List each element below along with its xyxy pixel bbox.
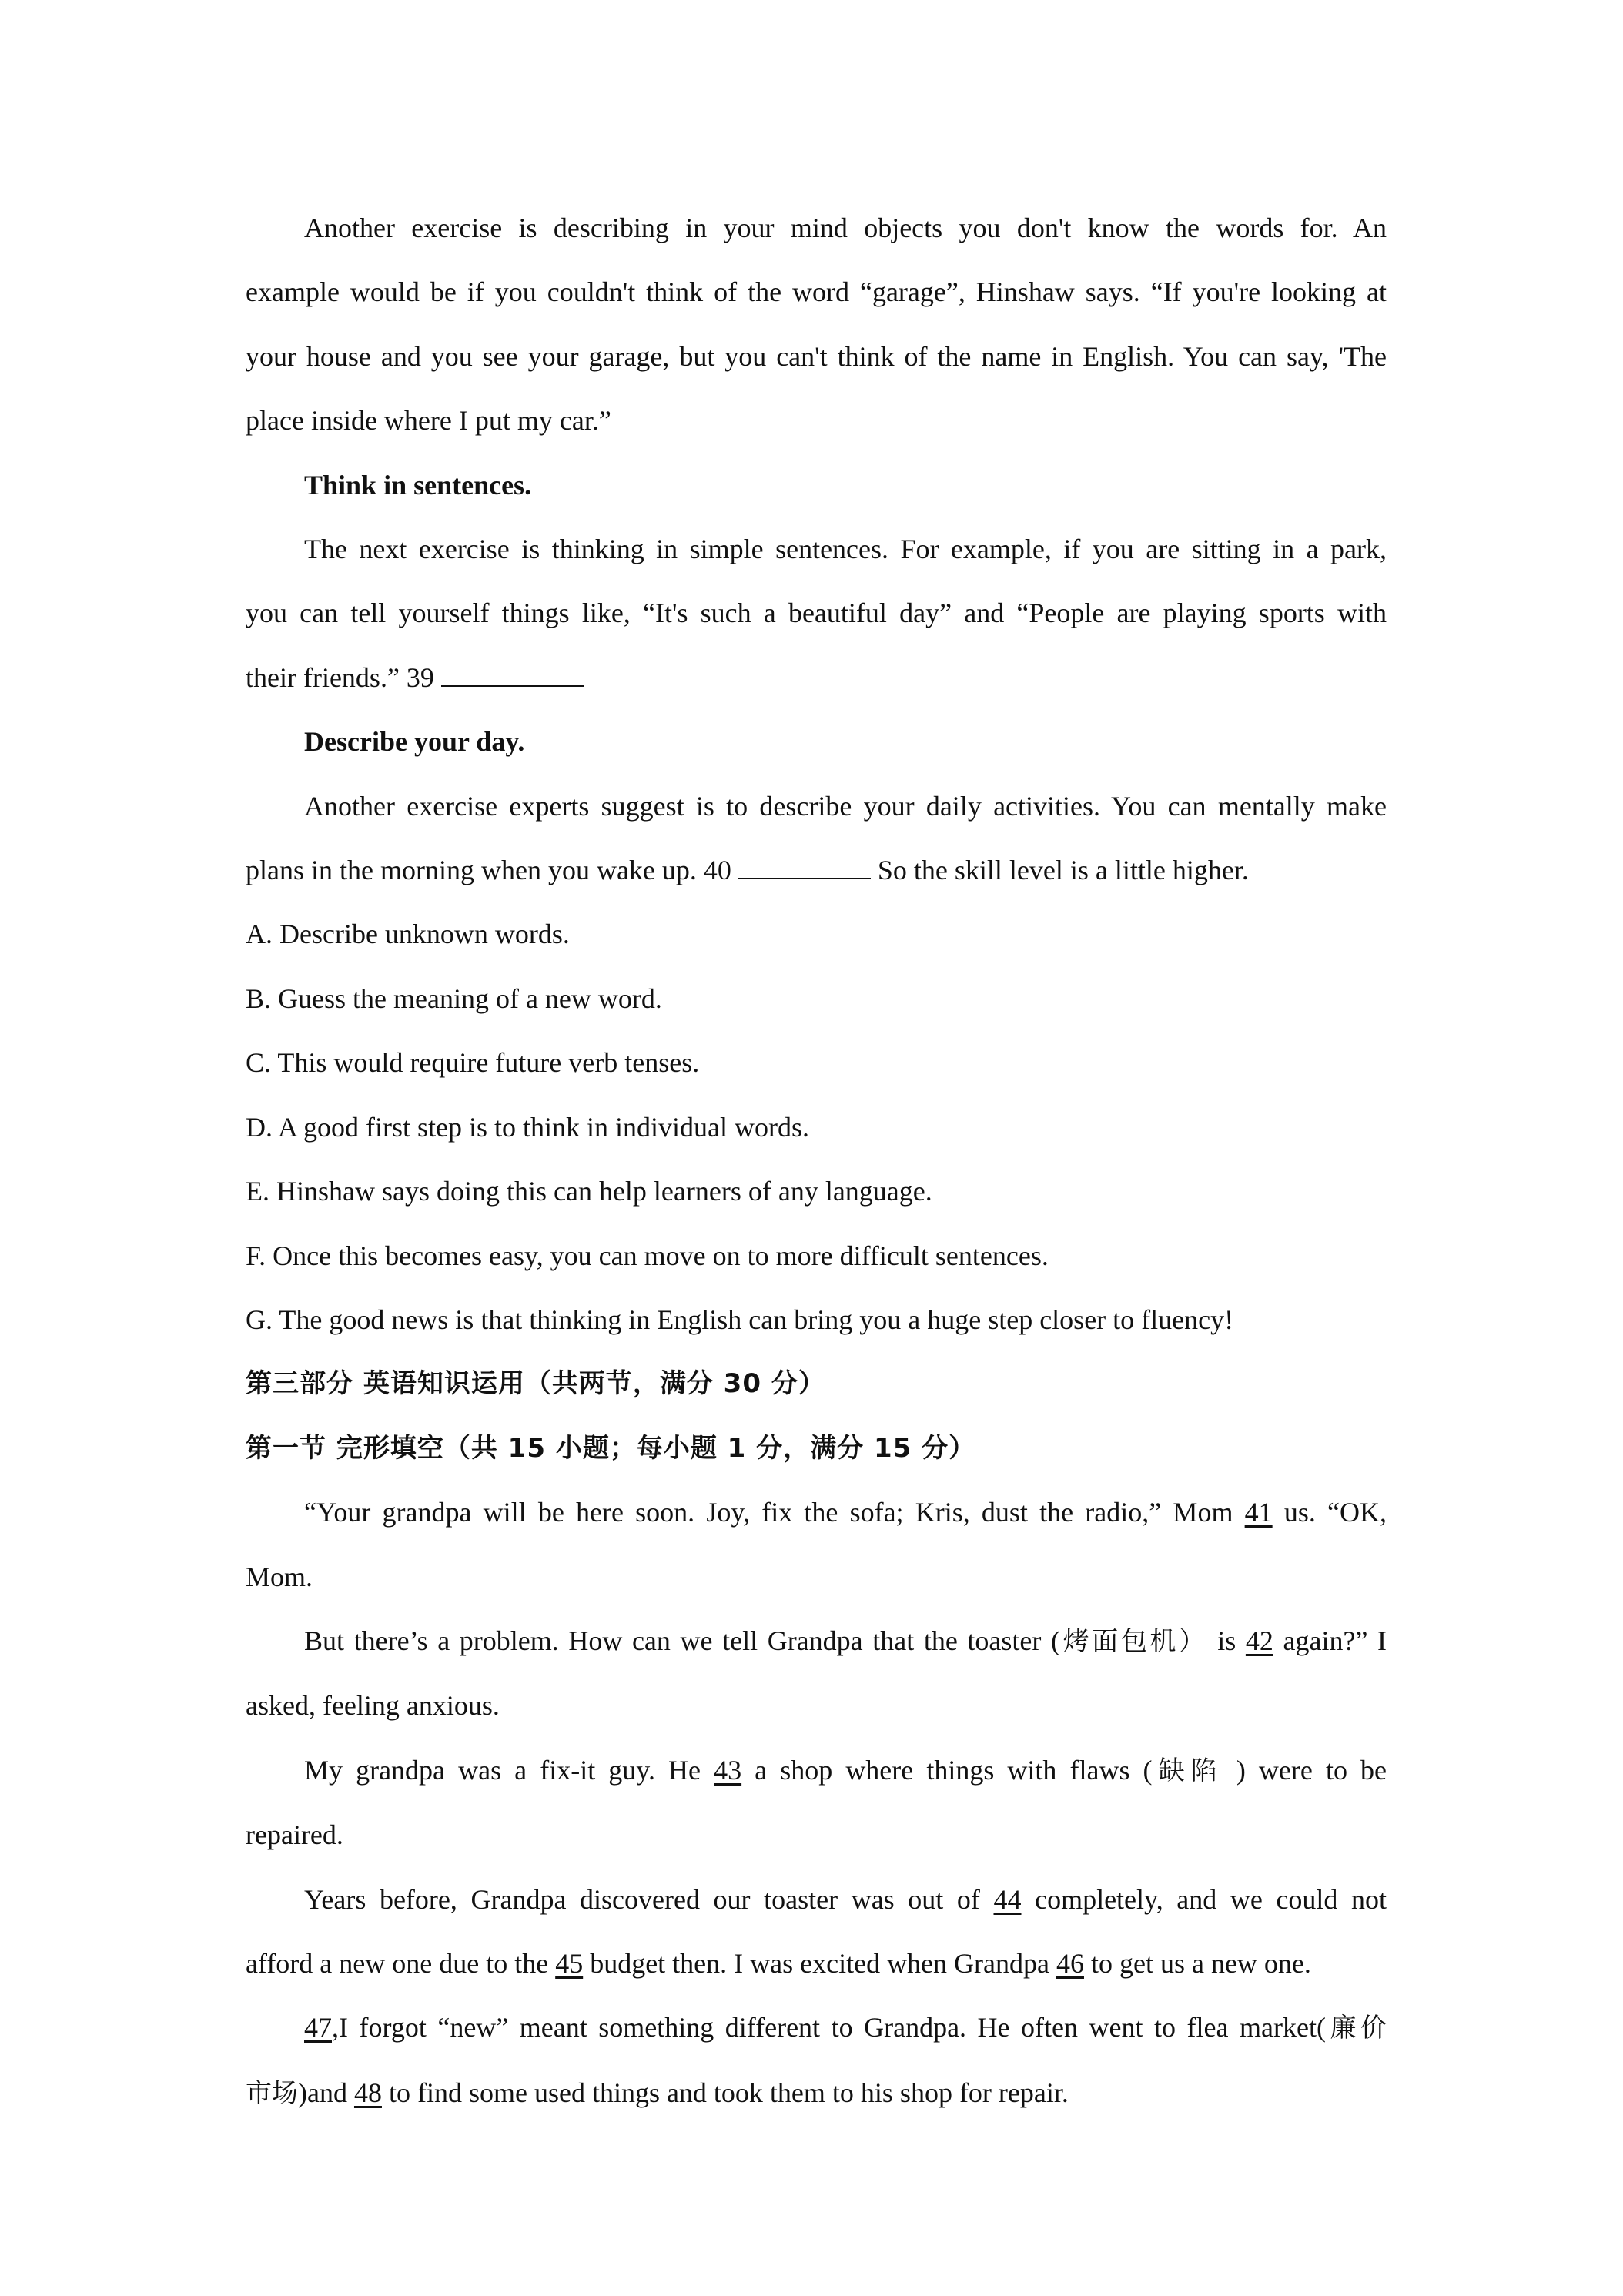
text-span: example would be if you couldn't think of the word “garage”, Hinshaw says. “If you're looking at [246, 276, 1387, 308]
option-f: F. Once this becomes easy, you can move on to more difficult sentences. [246, 1240, 1049, 1271]
paragraph-line [246, 775, 1387, 838]
paragraph-line [246, 581, 1387, 645]
chinese-gloss: 廉价 [1325, 2013, 1387, 2044]
answer-blank-40 [738, 853, 871, 879]
paragraph-line [246, 1803, 1387, 1867]
text-span: completely, and we could not [1035, 1883, 1387, 1915]
blank-number-46: 46 [1056, 1947, 1084, 1979]
text-span: afford a new one due to the [246, 1947, 549, 1979]
chinese-gloss: 烤面包机） [1060, 1625, 1208, 1657]
text-span: asked, feeling anxious. [246, 1690, 500, 1722]
section-one-heading: 第一节 完形填空（共 15 小题；每小题 1 分，满分 15 分） [246, 1432, 976, 1464]
text-span: you can tell yourself things like, “It's such a beautiful day” and “People are playing sports with [246, 597, 1387, 629]
blank-number-48: 48 [353, 2077, 382, 2108]
text-span: Another exercise is describing in your mind objects you don't know the words for. An [304, 213, 1387, 243]
paragraph-line [246, 517, 1387, 581]
blank-number-45: 45 [555, 1947, 584, 1979]
paragraph-line [246, 1609, 1387, 1674]
paragraph-line [246, 1868, 1387, 1932]
text-span: The next exercise is thinking in simple sentences. For example, if you are sitting in a park, [304, 534, 1387, 565]
paragraph-line [246, 1996, 1387, 2060]
part-three-heading: 第三部分 英语知识运用（共两节，满分 30 分） [246, 1368, 825, 1400]
paragraph-line [246, 1739, 1387, 1803]
paragraph-line [246, 2061, 1387, 2126]
blank-number-41: 41 [1244, 1497, 1273, 1528]
text-span: So the skill level is a little higher. [877, 855, 1249, 886]
option-e: E. Hinshaw says doing this can help learners of any language. [246, 1176, 932, 1207]
text-span: budget then. I was excited when Grandpa [590, 1947, 1049, 1979]
text-span: Years before, Grandpa discovered our toaster was out of [304, 1883, 980, 1915]
paragraph-line [246, 196, 1387, 260]
option-d: D. A good first step is to think in individual words. [246, 1111, 810, 1143]
text-span: your house and you see your garage, but you can't think of the name in English. You can say, 'The [246, 340, 1387, 372]
paragraph-line [246, 1674, 1387, 1738]
paragraph-line [246, 1545, 1387, 1609]
text-span: to find some used things and took them to his shop for repair. [388, 2077, 1069, 2108]
text-span: to get us a new one. [1090, 1947, 1311, 1979]
chinese-gloss: 市场 [246, 2077, 298, 2109]
paragraph-line [246, 389, 1387, 453]
option-b: B. Guess the meaning of a new word. [246, 982, 662, 1014]
answer-blank-39 [441, 660, 584, 686]
paragraph-line [246, 838, 1387, 902]
text-span: But there’s a problem. How can we tell Grandpa that the toaster ( [304, 1625, 1060, 1656]
text-span: place inside where I put my car.” [246, 405, 611, 437]
text-span: “Your grandpa will be here soon. Joy, fix the sofa; Kris, dust the radio,” Mom [304, 1497, 1233, 1528]
option-c: C. This would require future verb tenses. [246, 1047, 700, 1079]
text-span: repaired. [246, 1819, 343, 1851]
paragraph-line [246, 260, 1387, 324]
text-span: us. “OK, [1283, 1497, 1387, 1528]
text-span: is [1217, 1625, 1236, 1656]
option-a: A. Describe unknown words. [246, 919, 570, 950]
text-span: ,I forgot “new” meant something different to Grandpa. He often went to flea market( [332, 2012, 1326, 2043]
paragraph-line [246, 325, 1387, 389]
text-span: Mom. [246, 1561, 313, 1592]
paragraph-line [246, 1481, 1387, 1545]
text-span: again?” I [1283, 1625, 1387, 1656]
blank-number-43: 43 [714, 1754, 742, 1786]
text-span: their friends.” 39 [246, 661, 434, 693]
text-span: plans in the morning when you wake up. 40 [246, 855, 731, 886]
text-span: Another exercise experts suggest is to describe your daily activities. You can mentally make [304, 790, 1387, 822]
section-heading: Think in sentences. [304, 469, 532, 500]
option-g: G. The good news is that thinking in English can bring you a huge step closer to fluency! [246, 1304, 1234, 1335]
text-span: ) were to be [1236, 1754, 1387, 1786]
blank-number-44: 44 [993, 1883, 1022, 1915]
section-heading: Describe your day. [304, 726, 525, 758]
document-body [246, 196, 1387, 2126]
chinese-gloss: 缺陷 [1152, 1755, 1223, 1786]
blank-number-42: 42 [1245, 1625, 1273, 1656]
blank-number-47: 47 [304, 2012, 332, 2043]
paragraph-line [246, 646, 1387, 710]
text-span: My grandpa was a fix-it guy. He [304, 1754, 701, 1786]
paragraph-line [246, 1932, 1387, 1996]
text-span: a shop where things with flaws ( [755, 1754, 1153, 1786]
text-span: )and [298, 2077, 347, 2108]
